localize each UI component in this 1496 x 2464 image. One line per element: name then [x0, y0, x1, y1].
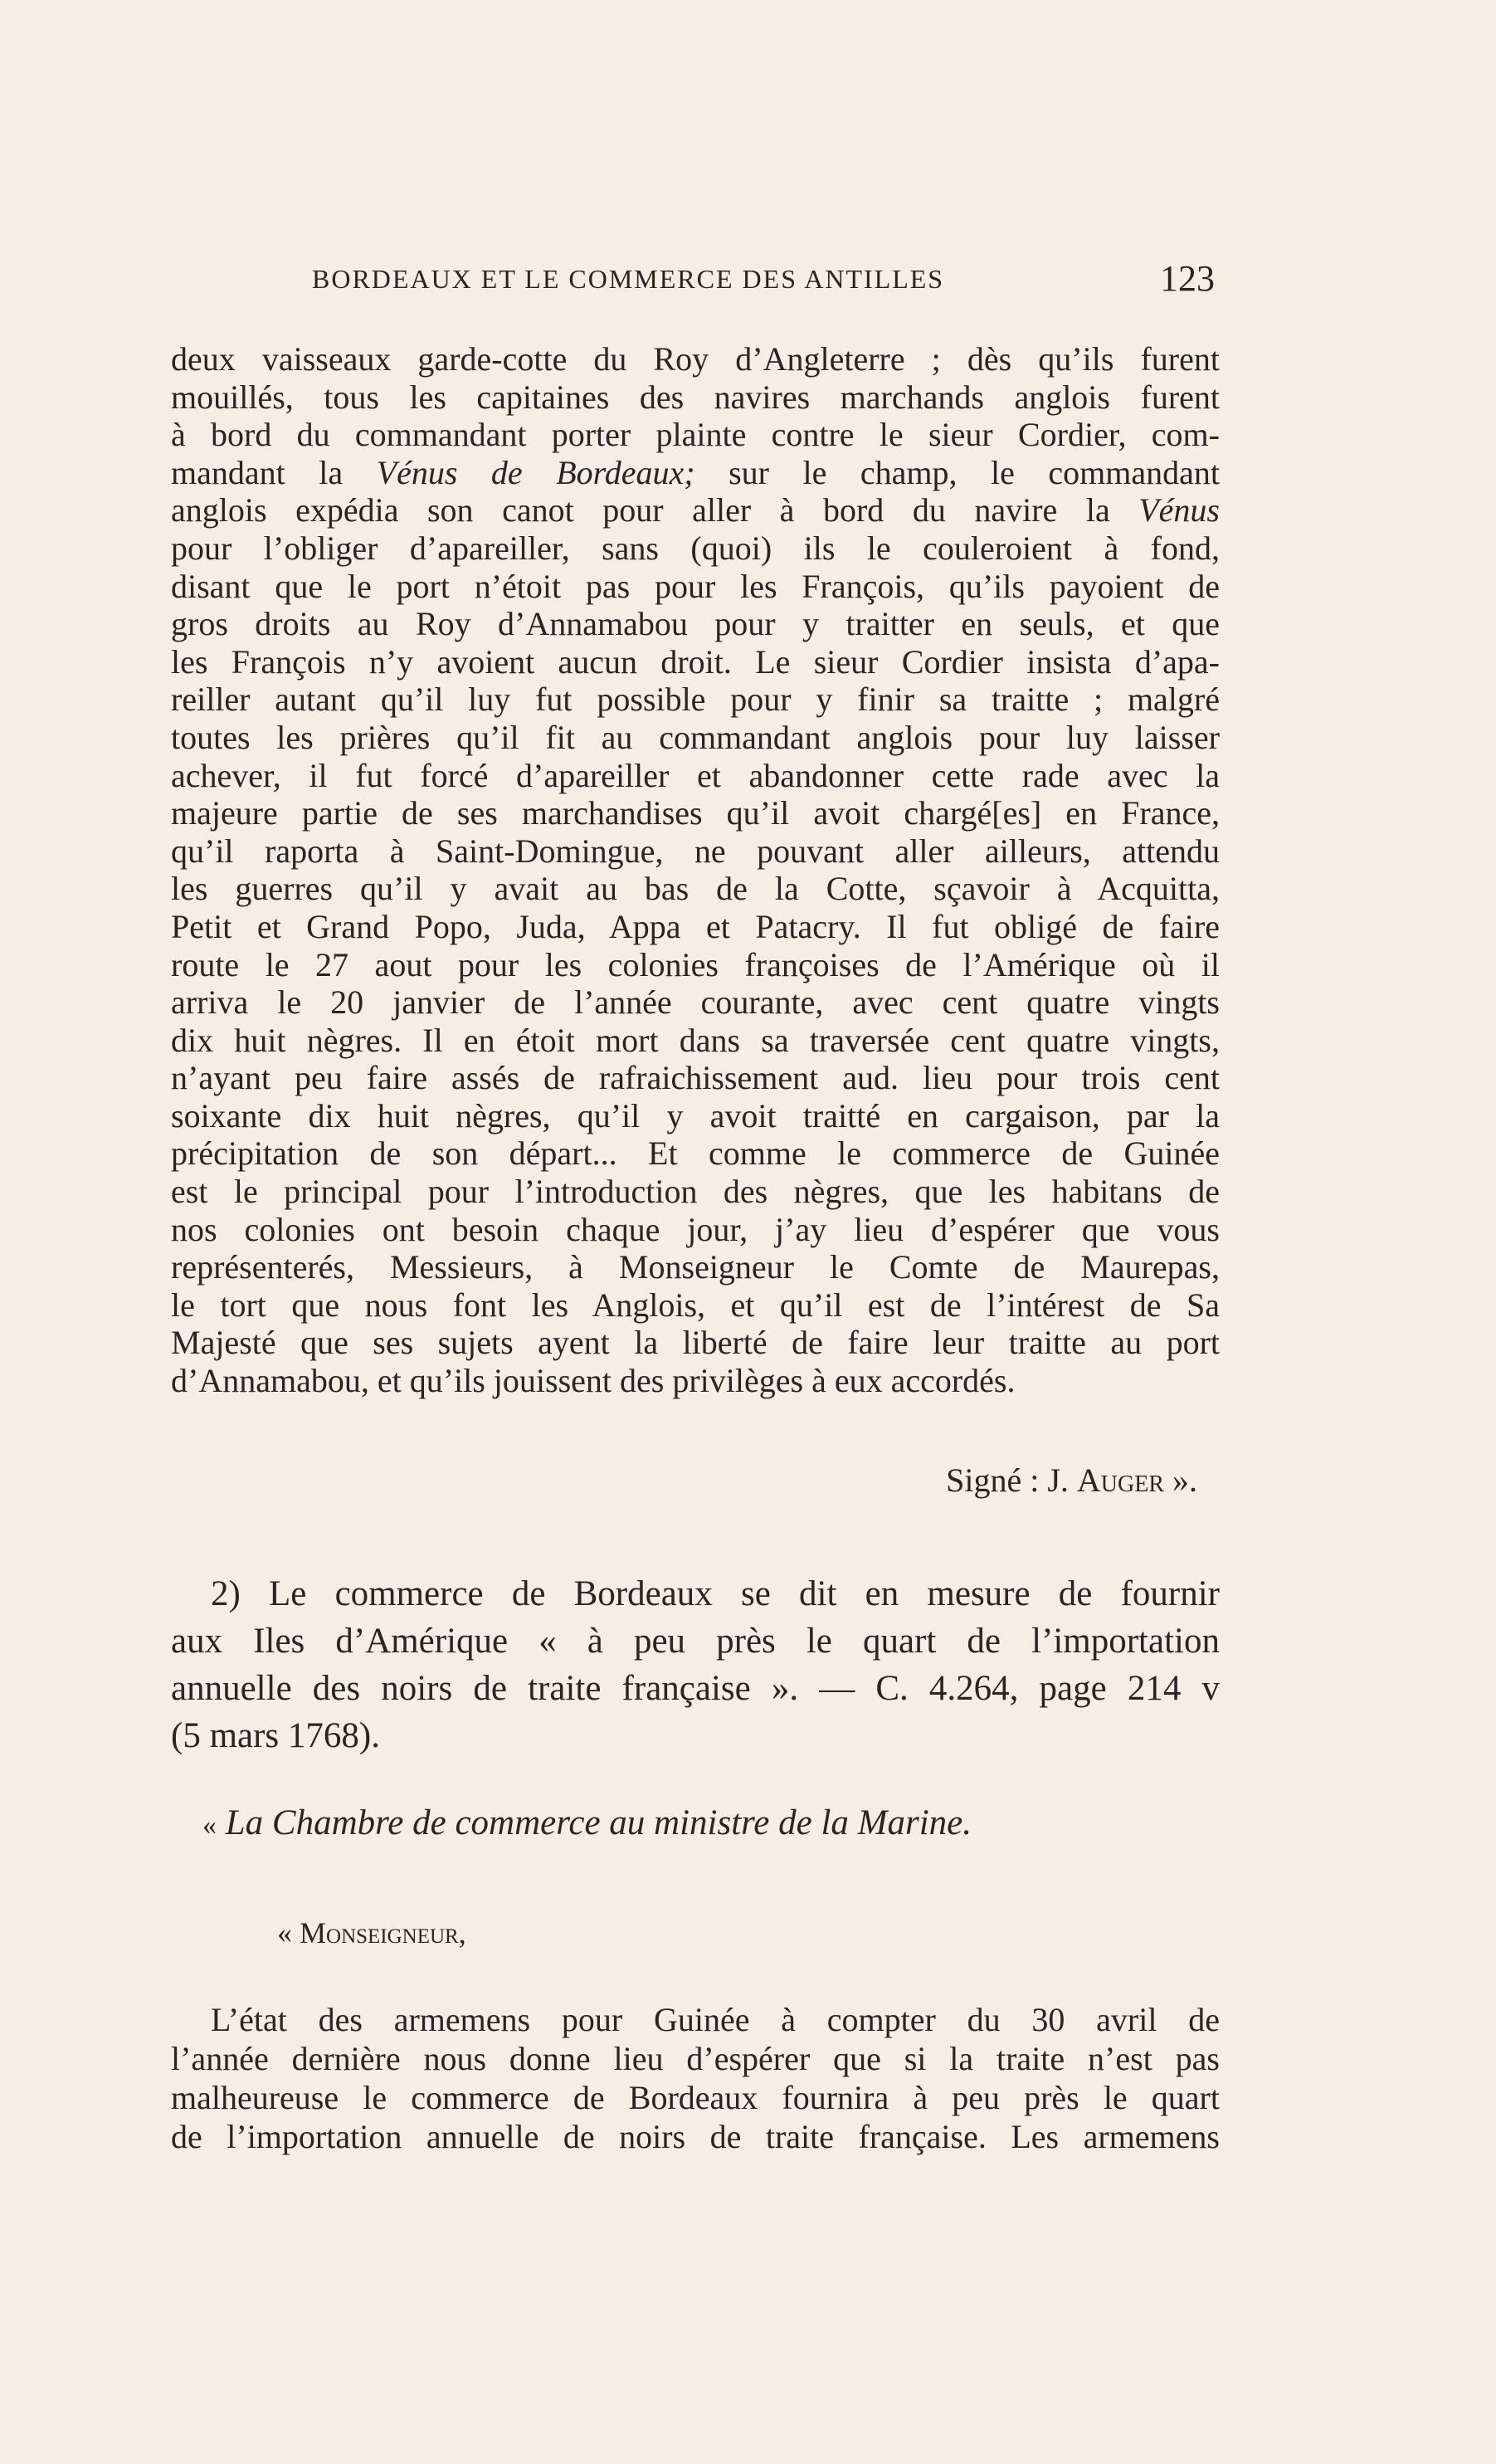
- text-line: malheureuse le commerce de Bordeaux fournira à peu près le quart: [171, 2079, 1220, 2116]
- text-line: représenterés, Messieurs, à Monseigneur le Comte de Maurepas,: [171, 1248, 1220, 1286]
- text-line: d’Annamabou, et qu’ils jouissent des privilèges à eux accordés.: [171, 1362, 1016, 1400]
- text-line: annuelle des noirs de traite française ». — C. 4.264, page 214 v: [171, 1669, 1220, 1708]
- text-line: les guerres qu’il y avait au bas de la Cotte, sçavoir à Acquitta,: [171, 870, 1220, 908]
- signature-suffix: ».: [1164, 1461, 1197, 1499]
- text-line: qu’il raporta à Saint-Domingue, ne pouvant aller ailleurs, attendu: [171, 832, 1220, 870]
- text-segment: mandant la: [171, 453, 377, 491]
- text-line: toutes les prières qu’il fit au commandant anglois pour luy laisser: [171, 718, 1220, 756]
- text-segment: anglois expédia son canot pour aller à bord du navire la: [171, 491, 1139, 529]
- text-line: arriva le 20 janvier de l’année courante, avec cent quatre vingts: [171, 983, 1220, 1022]
- paragraph-commentary: [171, 1570, 1220, 1759]
- page-number: 123: [1160, 258, 1215, 299]
- letter-heading-text: La Chambre de commerce au ministre de la Marine.: [217, 1803, 972, 1842]
- text-line: reiller autant qu’il luy fut possible pour y finir sa traitte ; malgré: [171, 681, 1220, 719]
- text-line: Majesté que ses sujets ayent la liberté de faire leur traitte au port: [171, 1324, 1220, 1362]
- signature-line: [946, 1461, 1197, 1500]
- text-line: le tort que nous font les Anglois, et qu’il est de l’intérest de Sa: [171, 1286, 1220, 1324]
- text-line: majeure partie de ses marchandises qu’il avoit chargé[es] en France,: [171, 794, 1220, 832]
- signature-prefix: Signé : J.: [946, 1461, 1077, 1499]
- text-line: Petit et Grand Popo, Juda, Appa et Patacry. Il fut obligé de faire: [171, 907, 1220, 945]
- text-line: est le principal pour l’introduction des nègres, que les habitans de: [171, 1173, 1220, 1211]
- salutation-quote: «: [277, 1916, 300, 1949]
- text-line: [171, 454, 1220, 492]
- text-line: de l’importation annuelle de noirs de traite française. Les armemens: [171, 2118, 1220, 2155]
- text-segment: sur le champ, le commandant: [694, 453, 1221, 491]
- text-line: mouillés, tous les capitaines des navires marchands anglois furent: [171, 378, 1220, 416]
- text-line: [171, 491, 1220, 529]
- text-line: (5 mars 1768).: [171, 1716, 380, 1755]
- ship-name-italic: Vénus: [1138, 491, 1220, 529]
- text-line: dix huit nègres. Il en étoit mort dans sa traversée cent quatre vingts,: [171, 1021, 1220, 1059]
- ship-name-italic: Vénus de Bordeaux;: [376, 453, 695, 491]
- text-line: soixante dix huit nègres, qu’il y avoit traitté en cargaison, par la: [171, 1096, 1220, 1134]
- signature-name: Auger: [1076, 1461, 1164, 1499]
- text-line: disant que le port n’étoit pas pour les François, qu’ils payoient de: [171, 567, 1220, 605]
- text-line: précipitation de son départ... Et comme le commerce de Guinée: [171, 1134, 1220, 1173]
- text-line: aux Iles d’Amérique « à peu près le quart de l’importation: [171, 1622, 1220, 1661]
- text-line: route le 27 aout pour les colonies françoises de l’Amérique où il: [171, 945, 1220, 983]
- text-line: pour l’obliger d’apareiller, sans (quoi) ils le couleroient à fond,: [171, 529, 1220, 567]
- text-line: à bord du commandant porter plainte contre le sieur Cordier, com-: [171, 416, 1220, 454]
- text-line: gros droits au Roy d’Annamabou pour y traitter en seuls, et que: [171, 605, 1220, 643]
- letter-heading: [202, 1803, 972, 1843]
- text-line: l’année dernière nous donne lieu d’espérer que si la traite n’est pas: [171, 2040, 1220, 2077]
- text-line: L’état des armemens pour Guinée à compter du 30 avril de: [211, 2001, 1220, 2038]
- text-line: 2) Le commerce de Bordeaux se dit en mesure de fournir: [211, 1574, 1220, 1613]
- salutation: [277, 1915, 466, 1950]
- paragraph-letter-start: [171, 2000, 1220, 2156]
- text-line: deux vaisseaux garde-cotte du Roy d’Angleterre ; dès qu’ils furent: [171, 340, 1220, 378]
- text-line: les François n’y avoient aucun droit. Le sieur Cordier insista d’apa-: [171, 642, 1220, 681]
- salutation-text: Monseigneur,: [300, 1916, 466, 1949]
- text-line: n’ayant peu faire assés de rafraichissement aud. lieu pour trois cent: [171, 1059, 1220, 1097]
- running-title: BORDEAUX ET LE COMMERCE DES ANTILLES: [312, 264, 945, 294]
- text-line: nos colonies ont besoin chaque jour, j’ay lieu d’espérer que vous: [171, 1210, 1220, 1248]
- paragraph-letter-body: [171, 340, 1220, 1400]
- opening-quote: «: [202, 1810, 217, 1841]
- running-head: [312, 257, 1215, 299]
- text-line: achever, il fut forcé d’apareiller et abandonner cette rade avec la: [171, 756, 1220, 794]
